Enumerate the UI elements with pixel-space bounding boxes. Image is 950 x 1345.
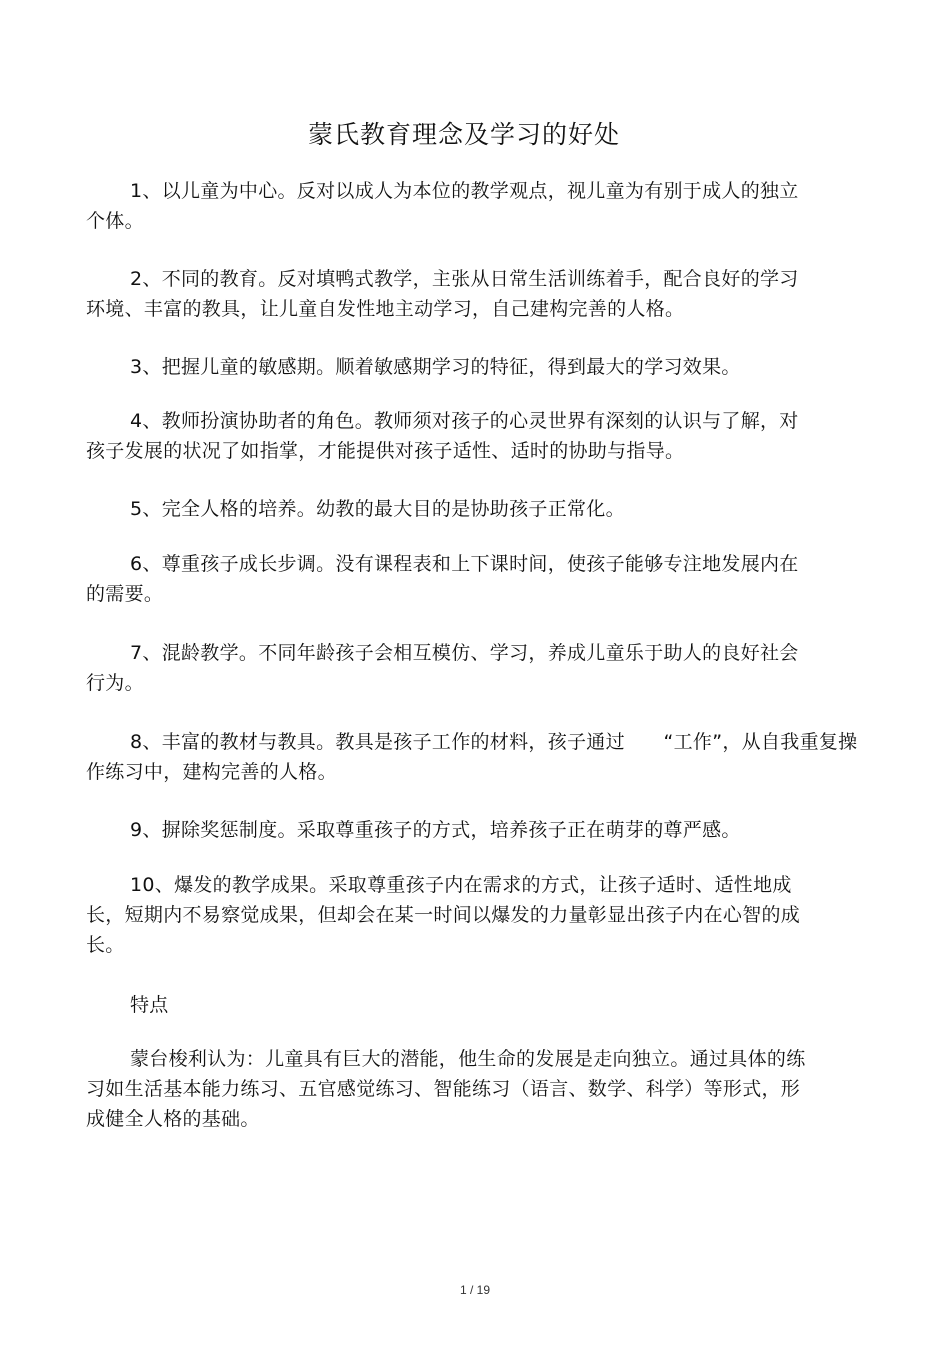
paragraph-3: 3、把握儿童的敏感期。顺着敏感期学习的特征，得到最大的学习效果。 <box>130 356 741 378</box>
page-number: 1 / 19 <box>459 1283 491 1297</box>
paragraph-8: 8、丰富的教材与教具。教具是孩子工作的材料，孩子通过 “工作”，从自我重复操作练习中，建构完善的人格。 <box>86 731 858 783</box>
document-title: 蒙氏教育理念及学习的好处 <box>307 120 620 149</box>
paragraph-6: 6、尊重孩子成长步调。没有课程表和上下课时间，使孩子能够专注地发展内在的需要。 <box>86 553 799 605</box>
paragraph-2: 2、不同的教育。反对填鸭式教学，主张从日常生活训练着手，配合良好的学习环境、丰富的教具，让儿童自发性地主动学习，自己建构完善的人格。 <box>86 268 799 320</box>
paragraph-features: 蒙台梭利认为：儿童具有巨大的潜能，他生命的发展是走向独立。通过具体的练习如生活基本能力练习、五官感觉练习、智能练习（语言、数学、科学）等形式，形成健全人格的基础。 <box>86 1048 806 1130</box>
paragraph-9: 9、摒除奖惩制度。采取尊重孩子的方式，培养孩子正在萌芽的尊严感。 <box>130 819 741 841</box>
paragraph-5: 5、完全人格的培养。幼教的最大目的是协助孩子正常化。 <box>130 498 625 520</box>
paragraph-1: 1、以儿童为中心。反对以成人为本位的教学观点，视儿童为有别于成人的独立个体。 <box>86 180 799 232</box>
section-heading-features: 特点 <box>130 994 169 1016</box>
paragraph-10: 10、爆发的教学成果。采取尊重孩子内在需求的方式，让孩子适时、适性地成长，短期内不易察觉成果，但却会在某一时间以爆发的力量彰显出孩子内在心智的成长。 <box>86 874 801 956</box>
paragraph-7: 7、混龄教学。不同年龄孩子会相互模仿、学习，养成儿童乐于助人的良好社会行为。 <box>86 642 799 694</box>
paragraph-4: 4、教师扮演协助者的角色。教师须对孩子的心灵世界有深刻的认识与了解，对孩子发展的状况了如指掌，才能提供对孩子适性、适时的协助与指导。 <box>86 410 799 462</box>
